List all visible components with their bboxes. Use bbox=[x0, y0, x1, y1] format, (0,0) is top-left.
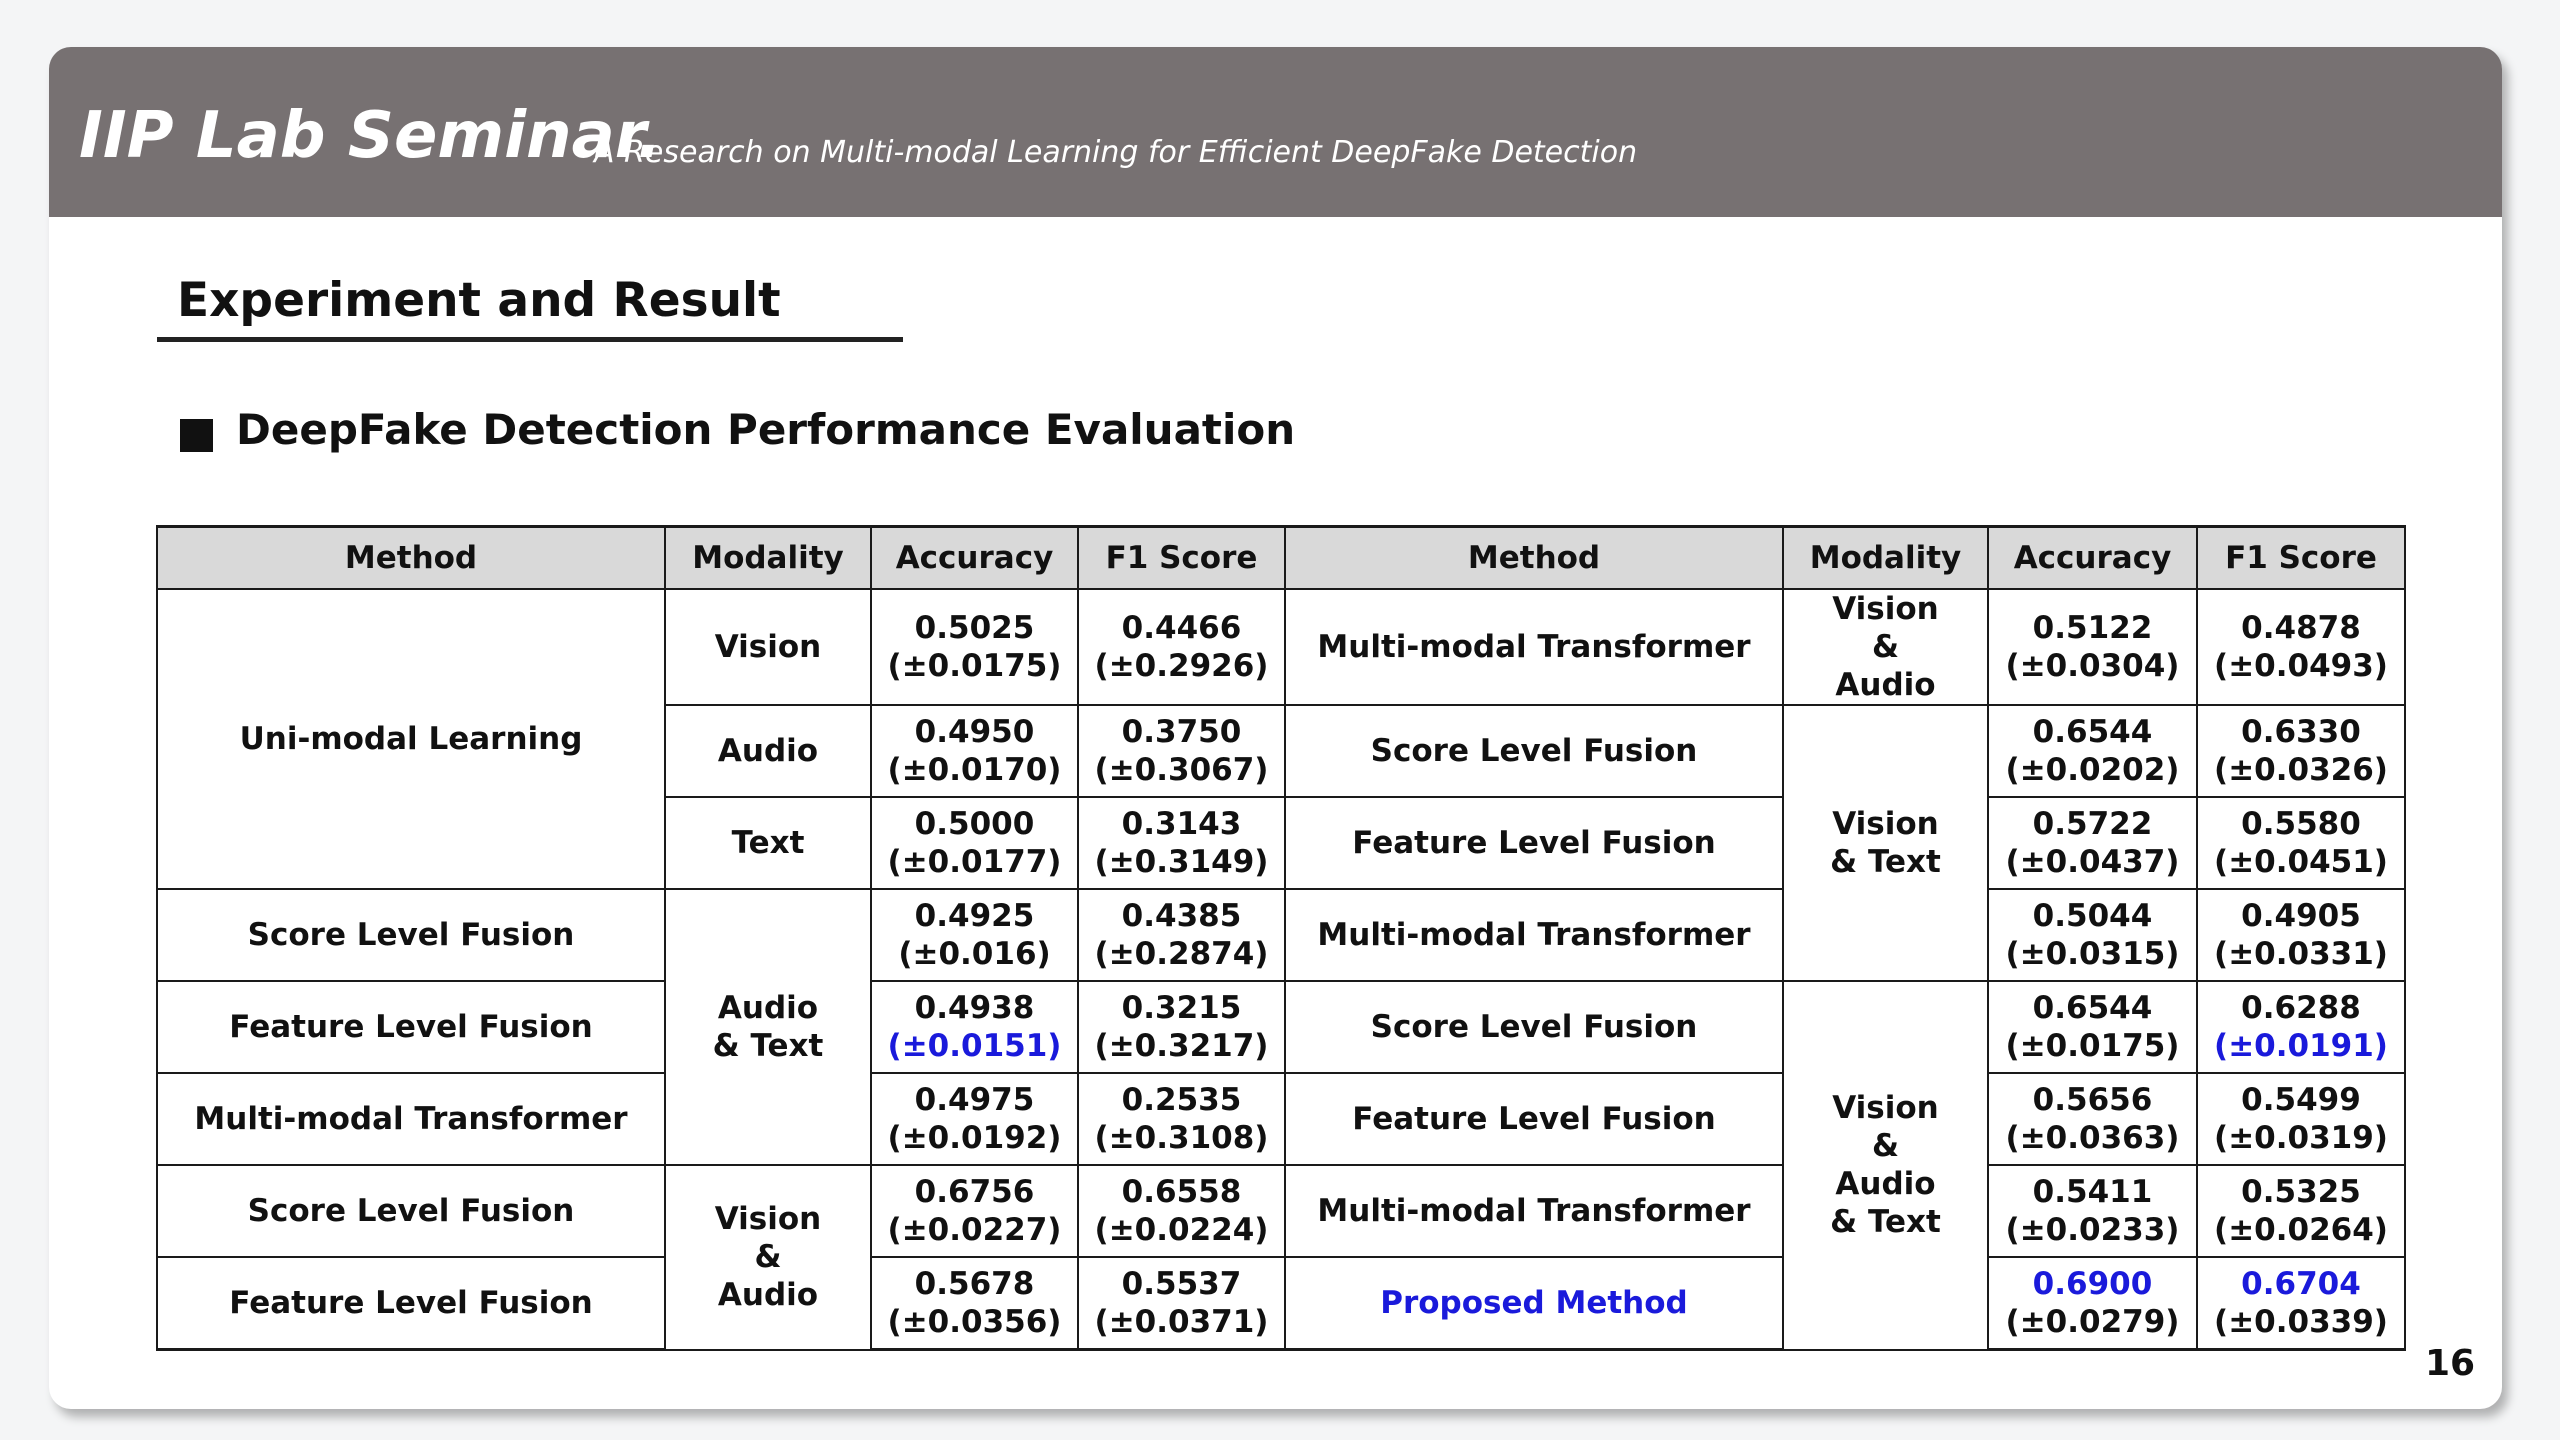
accuracy-std: (±0.0175) bbox=[887, 648, 1062, 684]
f1-std: (±0.3067) bbox=[1094, 752, 1269, 788]
method-cell: Feature Level Fusion bbox=[157, 1257, 665, 1350]
accuracy-value: 0.6900 bbox=[2032, 1266, 2153, 1302]
method-cell: Uni-modal Learning bbox=[157, 589, 665, 889]
accuracy-cell bbox=[1988, 1165, 2197, 1257]
header-method: Method bbox=[157, 527, 665, 590]
accuracy-std: (±0.0192) bbox=[887, 1120, 1062, 1156]
accuracy-value: 0.4925 bbox=[914, 898, 1035, 934]
accuracy-std: (±0.0437) bbox=[2005, 844, 2180, 880]
accuracy-cell bbox=[871, 889, 1078, 981]
accuracy-value: 0.4950 bbox=[914, 714, 1035, 750]
f1-std: (±0.0319) bbox=[2214, 1120, 2388, 1156]
accuracy-std: (±0.0202) bbox=[2005, 752, 2180, 788]
accuracy-value: 0.5722 bbox=[2032, 806, 2153, 842]
table-header-row bbox=[157, 527, 2405, 590]
header-f1-score: F1 Score bbox=[1078, 527, 1285, 590]
f1-cell bbox=[2197, 705, 2405, 797]
modality-cell: Vision & Text bbox=[1783, 705, 1988, 981]
f1-std: (±0.3108) bbox=[1094, 1120, 1269, 1156]
f1-cell bbox=[1078, 1257, 1285, 1350]
header-method: Method bbox=[1285, 527, 1783, 590]
method-cell: Score Level Fusion bbox=[157, 1165, 665, 1257]
accuracy-cell bbox=[1988, 589, 2197, 705]
header-accuracy: Accuracy bbox=[1988, 527, 2197, 590]
table-row bbox=[157, 981, 2405, 1073]
accuracy-std: (±0.0315) bbox=[2005, 936, 2180, 972]
accuracy-std: (±0.0304) bbox=[2005, 648, 2180, 684]
lab-subtitle: A Research on Multi-modal Learning for Efficient DeepFake Detection bbox=[594, 135, 1638, 170]
method-cell: Multi-modal Transformer bbox=[1285, 1165, 1783, 1257]
accuracy-std: (±0.0227) bbox=[887, 1212, 1062, 1248]
modality-cell: Vision & Audio bbox=[1783, 589, 1988, 705]
modality-cell: Vision & Audio & Text bbox=[1783, 981, 1988, 1350]
accuracy-std: (±0.0177) bbox=[887, 844, 1062, 880]
accuracy-cell bbox=[871, 705, 1078, 797]
table-row bbox=[157, 1165, 2405, 1257]
results-table bbox=[156, 525, 2406, 1351]
slide-header bbox=[49, 47, 2502, 217]
f1-value: 0.5499 bbox=[2241, 1082, 2361, 1118]
method-cell: Score Level Fusion bbox=[1285, 981, 1783, 1073]
method-cell: Feature Level Fusion bbox=[1285, 1073, 1783, 1165]
accuracy-value: 0.5678 bbox=[914, 1266, 1035, 1302]
accuracy-value: 0.5025 bbox=[914, 610, 1035, 646]
f1-cell bbox=[1078, 981, 1285, 1073]
modality-cell: Vision & Audio bbox=[665, 1165, 871, 1350]
accuracy-value: 0.6544 bbox=[2032, 714, 2153, 750]
f1-cell bbox=[2197, 589, 2405, 705]
method-cell: Multi-modal Transformer bbox=[1285, 889, 1783, 981]
accuracy-value: 0.6544 bbox=[2032, 990, 2153, 1026]
method-cell: Score Level Fusion bbox=[1285, 705, 1783, 797]
accuracy-cell bbox=[871, 589, 1078, 705]
accuracy-cell bbox=[871, 1257, 1078, 1350]
method-cell: Feature Level Fusion bbox=[1285, 797, 1783, 889]
accuracy-cell bbox=[871, 981, 1078, 1073]
accuracy-cell bbox=[871, 1073, 1078, 1165]
accuracy-std: (±0.0170) bbox=[887, 752, 1062, 788]
f1-value: 0.6558 bbox=[1121, 1174, 1242, 1210]
header-f1-score: F1 Score bbox=[2197, 527, 2405, 590]
accuracy-value: 0.5411 bbox=[2032, 1174, 2153, 1210]
modality-cell: Vision bbox=[665, 589, 871, 705]
modality-cell: Audio bbox=[665, 705, 871, 797]
f1-cell bbox=[2197, 889, 2405, 981]
f1-std: (±0.3149) bbox=[1094, 844, 1269, 880]
accuracy-cell bbox=[1988, 705, 2197, 797]
modality-cell: Audio & Text bbox=[665, 889, 871, 1165]
accuracy-value: 0.5044 bbox=[2032, 898, 2153, 934]
f1-std: (±0.0371) bbox=[1094, 1304, 1269, 1340]
f1-std: (±0.2874) bbox=[1094, 936, 1269, 972]
f1-cell bbox=[1078, 705, 1285, 797]
f1-value: 0.4905 bbox=[2241, 898, 2361, 934]
section-underline bbox=[157, 337, 903, 342]
f1-value: 0.4878 bbox=[2241, 610, 2361, 646]
method-cell: Feature Level Fusion bbox=[157, 981, 665, 1073]
f1-cell bbox=[2197, 1257, 2405, 1350]
f1-cell bbox=[1078, 589, 1285, 705]
f1-std: (±0.3217) bbox=[1094, 1028, 1269, 1064]
f1-cell bbox=[1078, 1165, 1285, 1257]
accuracy-std: (±0.0151) bbox=[887, 1028, 1062, 1064]
table-row bbox=[157, 1257, 2405, 1350]
accuracy-cell bbox=[1988, 1257, 2197, 1350]
f1-cell bbox=[2197, 797, 2405, 889]
method-cell: Multi-modal Transformer bbox=[157, 1073, 665, 1165]
f1-std: (±0.0451) bbox=[2214, 844, 2388, 880]
f1-std: (±0.0191) bbox=[2214, 1028, 2388, 1064]
f1-value: 0.3750 bbox=[1121, 714, 1242, 750]
accuracy-std: (±0.0363) bbox=[2005, 1120, 2180, 1156]
f1-cell bbox=[1078, 889, 1285, 981]
f1-value: 0.4385 bbox=[1121, 898, 1242, 934]
f1-value: 0.6330 bbox=[2241, 714, 2361, 750]
method-cell: Score Level Fusion bbox=[157, 889, 665, 981]
f1-value: 0.3143 bbox=[1121, 806, 1242, 842]
square-bullet-icon bbox=[180, 419, 213, 452]
modality-cell: Text bbox=[665, 797, 871, 889]
accuracy-value: 0.5656 bbox=[2032, 1082, 2153, 1118]
f1-value: 0.6704 bbox=[2241, 1266, 2361, 1302]
accuracy-cell bbox=[1988, 797, 2197, 889]
section-title: Experiment and Result bbox=[177, 273, 781, 328]
f1-std: (±0.0331) bbox=[2214, 936, 2388, 972]
header-modality: Modality bbox=[1783, 527, 1988, 590]
accuracy-std: (±0.016) bbox=[898, 936, 1051, 972]
accuracy-std: (±0.0233) bbox=[2005, 1212, 2180, 1248]
table-row bbox=[157, 589, 2405, 705]
accuracy-cell bbox=[871, 797, 1078, 889]
accuracy-std: (±0.0279) bbox=[2005, 1304, 2180, 1340]
accuracy-value: 0.4975 bbox=[914, 1082, 1035, 1118]
f1-cell bbox=[1078, 1073, 1285, 1165]
header-modality: Modality bbox=[665, 527, 871, 590]
table-row bbox=[157, 1073, 2405, 1165]
accuracy-cell bbox=[1988, 889, 2197, 981]
f1-value: 0.5537 bbox=[1121, 1266, 1242, 1302]
accuracy-cell bbox=[871, 1165, 1078, 1257]
f1-std: (±0.0326) bbox=[2214, 752, 2388, 788]
f1-value: 0.4466 bbox=[1121, 610, 1242, 646]
slide bbox=[49, 47, 2502, 1409]
page-number: 16 bbox=[2425, 1343, 2476, 1384]
accuracy-value: 0.6756 bbox=[914, 1174, 1035, 1210]
table-row bbox=[157, 889, 2405, 981]
f1-std: (±0.0224) bbox=[1094, 1212, 1269, 1248]
f1-cell bbox=[2197, 1073, 2405, 1165]
accuracy-std: (±0.0175) bbox=[2005, 1028, 2180, 1064]
accuracy-value: 0.5122 bbox=[2032, 610, 2153, 646]
f1-value: 0.3215 bbox=[1121, 990, 1242, 1026]
method-cell: Multi-modal Transformer bbox=[1285, 589, 1783, 705]
subsection-title: DeepFake Detection Performance Evaluation bbox=[236, 405, 1296, 454]
f1-cell bbox=[2197, 981, 2405, 1073]
f1-value: 0.2535 bbox=[1121, 1082, 1242, 1118]
f1-cell bbox=[2197, 1165, 2405, 1257]
accuracy-cell bbox=[1988, 981, 2197, 1073]
accuracy-cell bbox=[1988, 1073, 2197, 1165]
accuracy-value: 0.4938 bbox=[914, 990, 1035, 1026]
lab-title: IIP Lab Seminar. bbox=[79, 99, 662, 173]
proposed-method-cell: Proposed Method bbox=[1285, 1257, 1783, 1350]
f1-std: (±0.0493) bbox=[2214, 648, 2388, 684]
f1-std: (±0.0264) bbox=[2214, 1212, 2388, 1248]
header-accuracy: Accuracy bbox=[871, 527, 1078, 590]
accuracy-std: (±0.0356) bbox=[887, 1304, 1062, 1340]
accuracy-value: 0.5000 bbox=[914, 806, 1035, 842]
f1-std: (±0.2926) bbox=[1094, 648, 1269, 684]
f1-value: 0.5325 bbox=[2241, 1174, 2361, 1210]
f1-std: (±0.0339) bbox=[2214, 1304, 2388, 1340]
f1-value: 0.6288 bbox=[2241, 990, 2361, 1026]
f1-cell bbox=[1078, 797, 1285, 889]
f1-value: 0.5580 bbox=[2241, 806, 2361, 842]
